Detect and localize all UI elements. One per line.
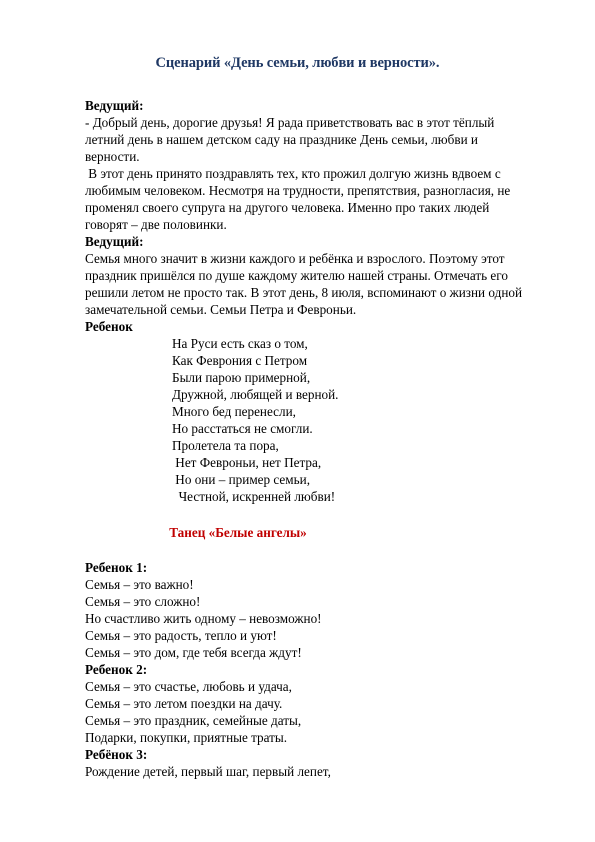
paragraph-line: В этот день принято поздравлять тех, кто прожил долгую жизнь вдвоем с xyxy=(85,166,501,181)
paragraph-line: замечательной семьи. Семьи Петра и Февроньи. xyxy=(85,302,357,317)
intro-section xyxy=(85,97,525,335)
poem-line: Как Феврония с Петром xyxy=(172,353,308,368)
poem-line: Много бед перенесли, xyxy=(172,404,296,419)
child-label: Ребенок xyxy=(85,319,133,334)
verse-line: Семья – это счастье, любовь и удача, xyxy=(85,679,292,694)
host-label: Ведущий: xyxy=(85,234,144,249)
verse-line: Семья – это летом поездки на дачу. xyxy=(85,696,283,711)
poem-line: Нет Февроньи, нет Петра, xyxy=(172,455,322,470)
verse-line: Семья – это радость, тепло и уют! xyxy=(85,628,277,643)
paragraph-line: - Добрый день, дорогие друзья! Я рада приветствовать вас в этот тёплый xyxy=(85,115,495,130)
children-section xyxy=(85,559,525,780)
poem-line: Но расстаться не смогли. xyxy=(172,421,313,436)
paragraph-line: променял своего супруга на другого человека. Именно про таких людей xyxy=(85,200,490,215)
child-label: Ребенок 2: xyxy=(85,662,148,677)
paragraph-line: праздник пришёлся по душе каждому жителю нашей страны. Отмечать его xyxy=(85,268,508,283)
paragraph-line: решили летом не просто так. В этот день, 8 июля, вспоминают о жизни одной xyxy=(85,285,523,300)
poem xyxy=(172,335,432,505)
poem-line: Но они – пример семьи, xyxy=(172,472,310,487)
dance-title: Танец «Белые ангелы» xyxy=(169,525,307,540)
verse-line: Семья – это праздник, семейные даты, xyxy=(85,713,302,728)
paragraph-line: летний день в нашем детском саду на празднике День семьи, любви и xyxy=(85,132,478,147)
verse-line: Семья – это дом, где тебя всегда ждут! xyxy=(85,645,302,660)
verse-line: Рождение детей, первый шаг, первый лепет, xyxy=(85,764,331,779)
child-label: Ребенок 1: xyxy=(85,560,148,575)
host-label: Ведущий: xyxy=(85,98,144,113)
document-title: Сценарий «День семьи, любви и верности». xyxy=(155,55,440,71)
paragraph-line: говорят – две половинки. xyxy=(85,217,227,232)
poem-line: На Руси есть сказ о том, xyxy=(172,336,308,351)
paragraph-line: верности. xyxy=(85,149,140,164)
paragraph-line: Семья много значит в жизни каждого и ребёнка и взрослого. Поэтому этот xyxy=(85,251,505,266)
child-label: Ребёнок 3: xyxy=(85,747,148,762)
poem-line: Пролетела та пора, xyxy=(172,438,279,453)
verse-line: Семья – это сложно! xyxy=(85,594,201,609)
poem-line: Честной, искренней любви! xyxy=(172,489,336,504)
poem-line: Дружной, любящей и верной. xyxy=(172,387,339,402)
verse-line: Но счастливо жить одному – невозможно! xyxy=(85,611,322,626)
paragraph-line: любимым человеком. Несмотря на трудности, препятствия, разногласия, не xyxy=(85,183,511,198)
verse-line: Семья – это важно! xyxy=(85,577,194,592)
verse-line: Подарки, покупки, приятные траты. xyxy=(85,730,288,745)
poem-line: Были парою примерной, xyxy=(172,370,311,385)
